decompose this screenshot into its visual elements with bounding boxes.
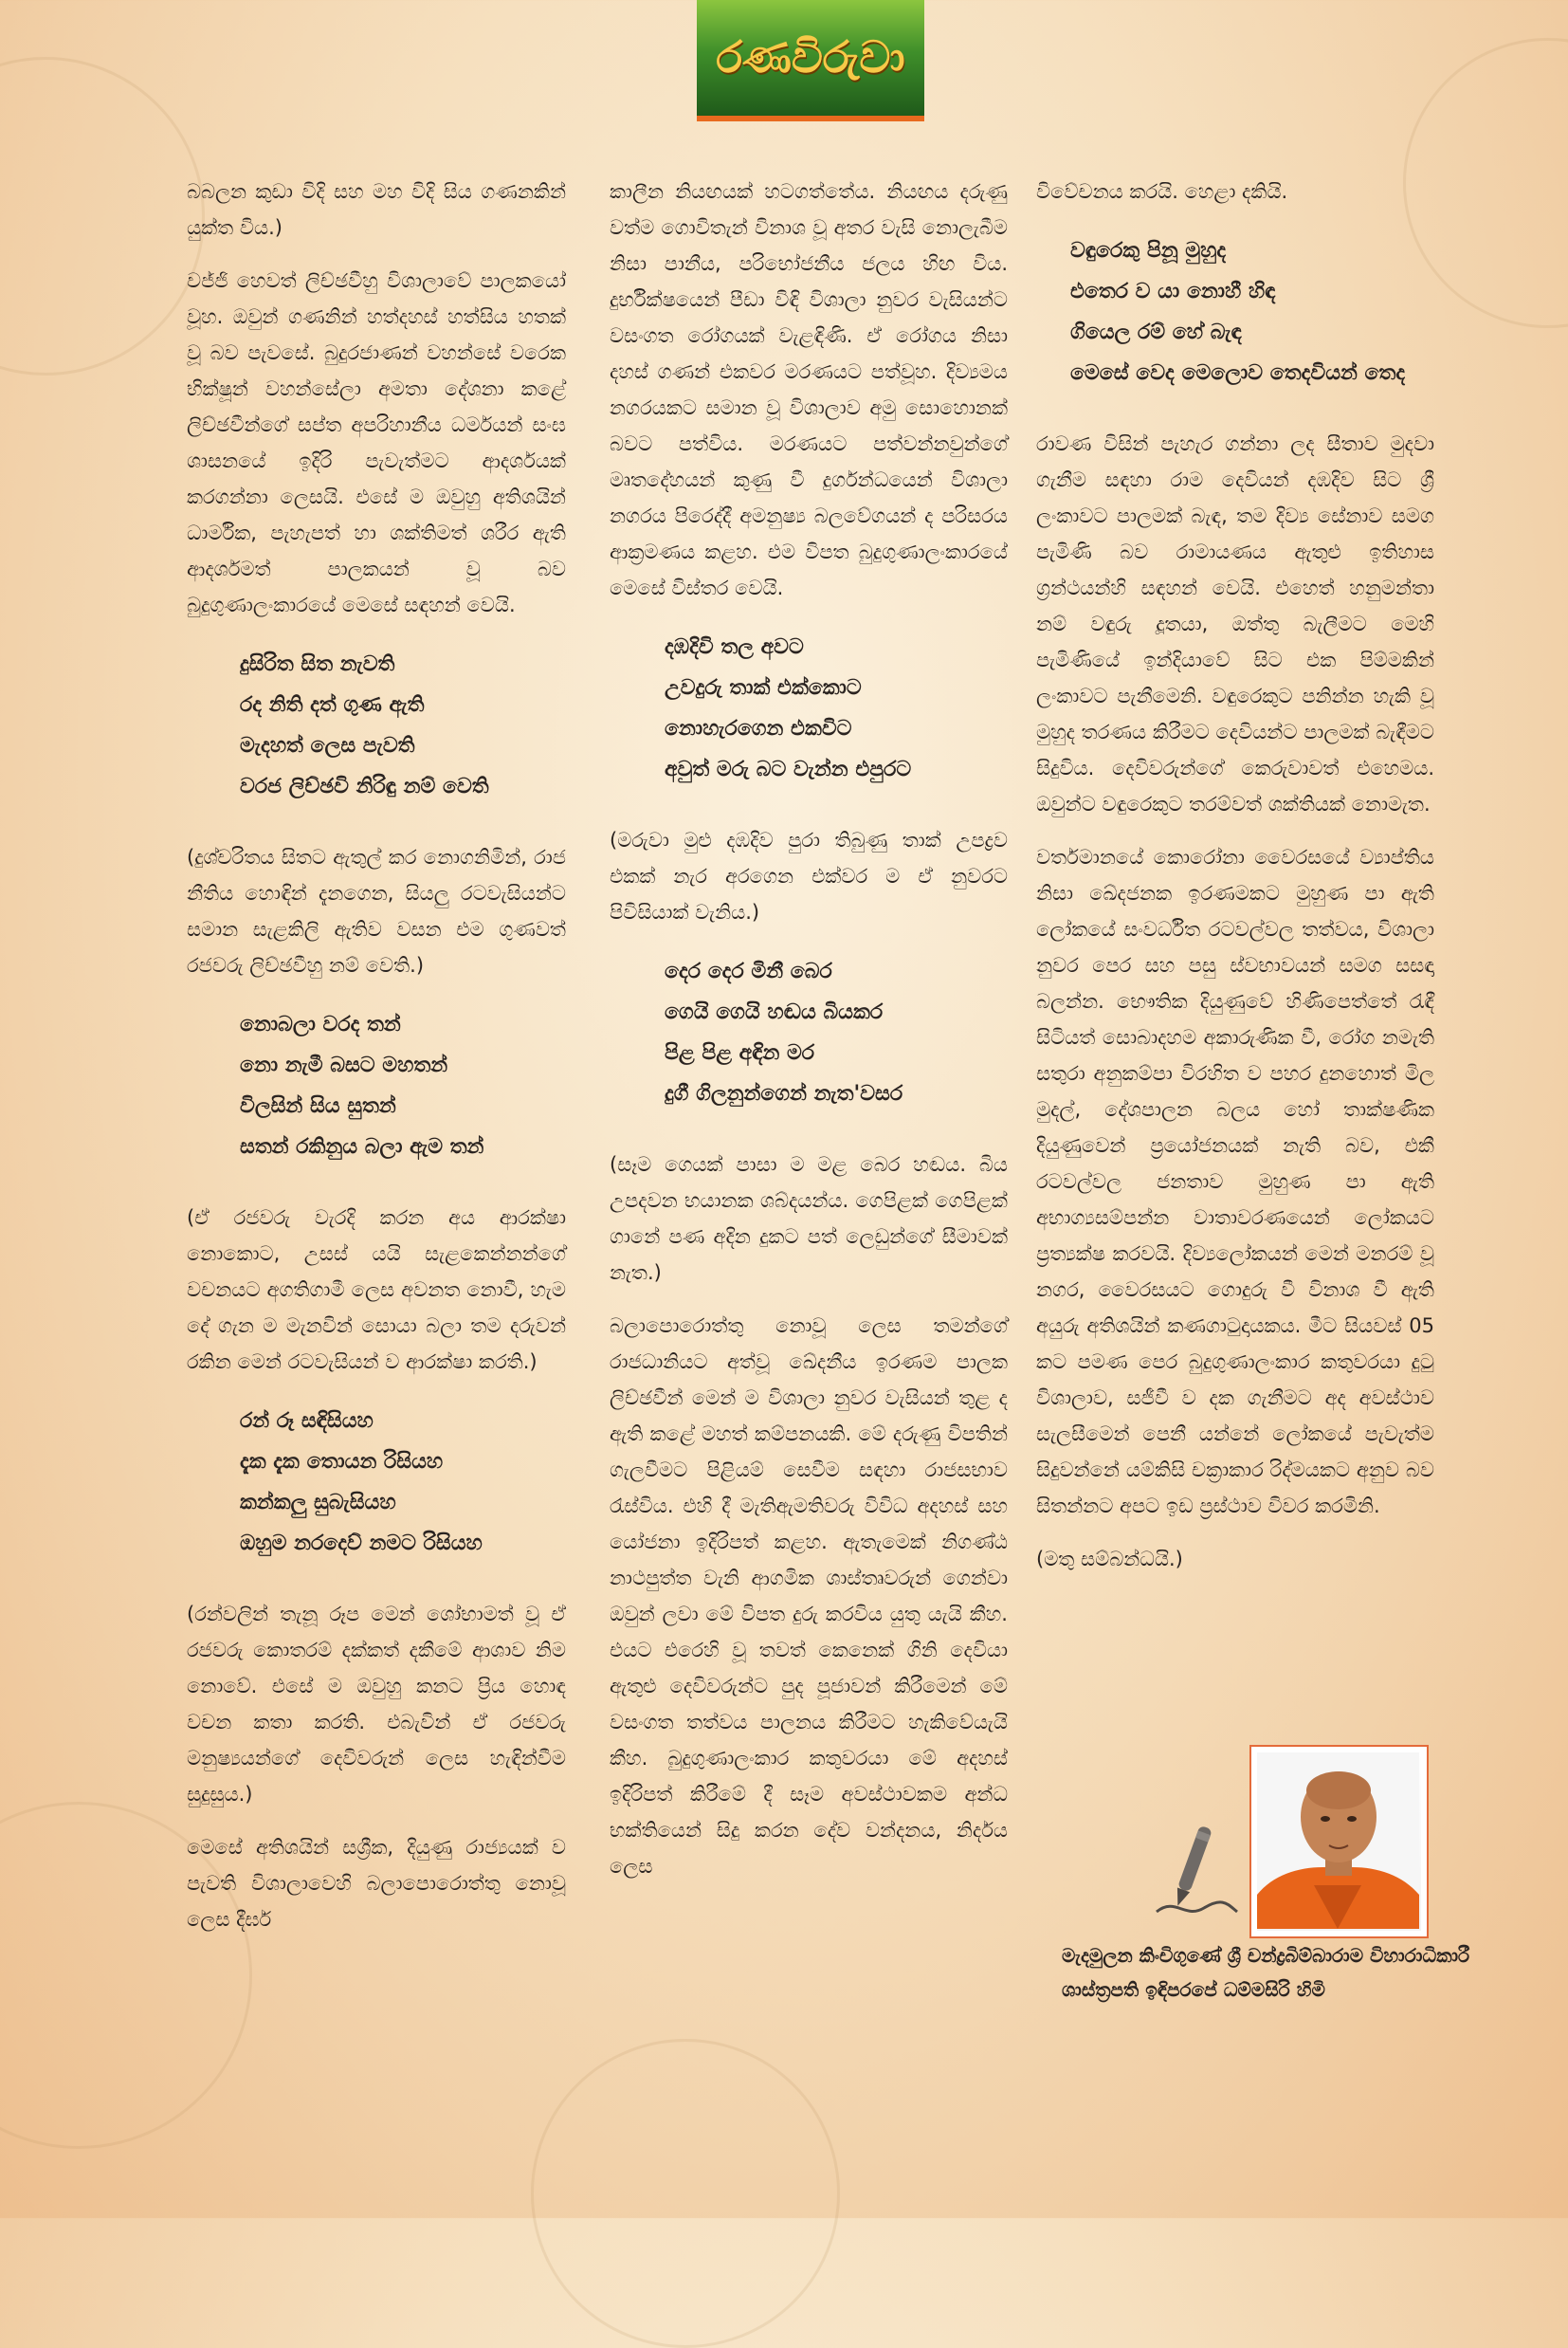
pen-icon: [1138, 1821, 1242, 1925]
verse-line: ඔහුම නරදෙව් නමට රිසියහ: [240, 1532, 483, 1555]
continued-note: (මතු සම්බන්ධයි.): [1036, 1548, 1183, 1570]
verse-line: දෙර දෙර මිනී බෙර: [665, 960, 832, 983]
verse: [1036, 230, 1434, 394]
verse-line: ගෙයි ගෙයි හඬය බියකර: [665, 1000, 884, 1024]
verse-line: උවදුරු තාක් එක්කොට: [665, 676, 862, 700]
verse-line: රද නිති දත් ගුණ ඇති: [240, 693, 425, 717]
verse-line: ගියෙල රම් හේ බැඳ: [1070, 321, 1242, 344]
avatar: [1257, 1752, 1419, 1929]
paragraph: විවේචනය කරයි. හෙළා දකියි.: [1036, 180, 1288, 203]
paragraph: කාලීන නියඟයක් හටගත්තේය. නියඟය දරුණු වත්ම ගොවිතැන් විනාශ වූ අතර වැසි නොලැබීම නිසා පානීය, පරිභෝජනීය ජලය හිඟ විය. දුර්භික්ෂයෙන් පීඩා විඳි විශාලා නුවර වැසියන්ට වසංගත රෝගයක් වැළඳිණි. ඒ රෝගය නිසා දහස් ගණන් එකවර මරණයට පත්වූහ. දිව්‍යමය නගරයකට සමාන වූ විශාලාව අමු සොහොනක් බවට පත්විය. මරණයට පත්වන්නවුන්ගේ මෘතදේහයන් කුණු වී දුර්ගන්ධයෙන් විශාලා නගරය පිරෙද්දී අමනුෂ්‍ය බලවේගයන් ද පරිසරය ආක්‍රමණය කළහ. එම විපත බුදුගුණාලංකාරයේ මෙසේ විස්තර වෙයි.: [610, 180, 1008, 599]
paragraph: (සෑම ගෙයක් පාසා ම මළ බෙර හඬය. බිය උපදවන භයානක ශබ්දයන්ය. ගෙපිළක් ගෙපිළක් ගානේ පණ අදින දුකට පත් ලෙඩුන්ගේ සීමාවක් නැත.): [610, 1153, 1008, 1284]
paragraph: බබලන කුඩා විදි සහ මහ විදි සිය ගණනකින් යුක්ත විය.): [187, 180, 566, 239]
verse-line: දුසිරිත සිත නැවති: [240, 652, 395, 676]
monk-portrait: [1257, 1752, 1421, 1931]
paragraph: වර්තමානයේ කොරෝනා වෛරසයේ ව්‍යාප්තිය නිසා ඛේදජනක ඉරණමකට මුහුණ පා ඇති ලෝකයේ සංවර්ධිත රටවල්වල තත්වය, විශාලා නුවර පෙර සහ පසු ස්වභාවයන් සමග සසඳා බලන්න. භෞතික දියුණුවේ හිණිපෙත්තේ රැඳී සිටියත් සොබාදහම අකාරුණික වී, රෝග නමැති සතුරා අනුකම්පා විරහිත ව පහර දුනහොත් මිල මුදල්, දේශපාලන බලය හෝ තාක්ෂණික දියුණුවෙන් ප්‍රයෝජනයක් නැති බව, එකී රටවල්වල ජනතාව මුහුණ පා ඇති අභාග්‍යසම්පන්න වාතාවරණයෙන් ලෝකයට ප්‍රත්‍යක්ෂ කරවයි. දිව්‍යලෝකයන් මෙන් මනරම් වූ නගර, වෛරසයට ගොදුරු වී විනාශ වී ඇති අයුරු අතිශයින් කණගාටුදායකය. මීට සියවස් 05 කට පමණ පෙර බුදුගුණාලංකාර කතුවරයා දුටු විශාලාව, සජීවී ව දක ගැනීමට අද අවස්ථාව සැලසීමෙන් පෙනී යන්නේ ලෝකයේ පැවැත්ම සිදුවන්නේ යම්කිසි චක්‍රාකාර රිද්මයකට අනුව බව සිතන්නට අපට ඉඩ ප්‍රස්ථාව විවර කරමිනි.: [1036, 846, 1434, 1517]
verse-line: කන්කලු සුබැසියහ: [240, 1491, 396, 1514]
paragraph: (මරුවා මුළු දඹදිව පුරා තිබුණු තාක් උපද්‍රව එකක් නැර අරගෙන එක්වර ම ඒ නුවරට පිවිසියාක් වැනිය.): [610, 829, 1008, 924]
verse-line: දඹදිවි තල අවට: [665, 635, 804, 659]
article-column-3: [1036, 174, 1434, 1594]
verse: [610, 951, 1008, 1114]
verse-line: රන් රූ සඳිසියහ: [240, 1409, 374, 1433]
verse-line: එතෙර ව යා නොහී හිඳ: [1070, 280, 1276, 303]
verse-line: අවුත් මරු බට වැන්න එපුරට: [665, 758, 912, 781]
article-column-1: [187, 174, 566, 1954]
background-watermark: [531, 2039, 840, 2348]
verse: [187, 1401, 566, 1564]
author-name: ශාස්ත්‍රපති ඉඳිපරපේ ධම්මසිරි හිමි: [1062, 1978, 1325, 2001]
author-byline: [1062, 1938, 1507, 2007]
paragraph: (රන්වලින් තැනූ රූප මෙන් ශෝභාමත් වූ ඒ රජවරු කොතරම් දක්කත් දකීමේ ආශාව නිම නොවේ. එසේ ම ඔවුහු කනට ප්‍රිය හොඳ වචන කතා කරති. එබැවින් ඒ රජවරු මනුෂ්‍යයන්ගේ දෙවිවරුන් ලෙස හැඳින්වීම සුදුසුය.): [187, 1603, 566, 1806]
paragraph: බලාපොරොත්තු නොවූ ලෙස තමන්ගේ රාජධානියට අත්වූ ඛේදනීය ඉරණම පාලක ලිච්ඡවීන් මෙන් ම විශාලා නුවර වැසියන් තුළ ද ඇති කළේ මහත් කම්පනයකි. මේ දරුණු විපතින් ගැලවීමට පිළියම් සෙවීම සඳහා රාජසභාව රැස්විය. එහි දී මැතිඇමතිවරු විවිධ අදහස් සහ යෝජනා ඉදිරිපත් කළහ. ඇතැමෙක් නිගණ්ඨ නාථපුත්ත වැනි ආගමික ශාස්තෘවරුන් ගෙන්වා ඔවුන් ලවා මේ විපත දුරු කරවිය යුතු යැයි කීහ. එයට එරෙහි වූ තවත් කෙනෙක් ගිනි දෙවියා ඇතුළු දෙවිවරුන්ට පුද පූජාවන් කිරීමෙන් මේ වසංගත තත්වය පාලනය කිරීමට හැකිවේයැයි කීහ. බුදුගුණාලංකාර කතුවරයා මේ අදහස් ඉදිරිපත් කිරීමේ දී සෑම අවස්ථාවකම අන්ධ භක්තියෙන් සිදු කරන දේව වන්දනය, නිර්දය ලෙස: [610, 1314, 1008, 1878]
paragraph: මෙසේ අතිශයින් සශ්‍රීක, දියුණු රාජ්‍යයක් ව පැවති විශාලාවෙහි බලාපොරොත්තු නොවූ ලෙස දීර්ඝ: [187, 1836, 566, 1931]
verse: [610, 627, 1008, 790]
author-photo: [1249, 1745, 1429, 1938]
verse-line: වඳුරෙකු පිනූ මුහුද: [1070, 239, 1227, 263]
verse-line: විලසින් සිය සුතන්: [240, 1094, 396, 1118]
verse-line: නොහැරගෙන එකවිට: [665, 717, 852, 741]
paragraph: රාවණ විසින් පැහැර ගන්නා ලද සීතාව මුදවා ගැනීම සඳහා රාම දෙවියන් දඹදිව සිට ශ්‍රී ලංකාවට පාලමක් බැඳ, තම දිව්‍ය සේනාව සමග පැමිණි බව රාමායණය ඇතුළු ඉතිහාස ග්‍රන්ථයන්හි සඳහන් වෙයි. එහෙත් හනුමන්තා නම් වඳුරු දූතයා, ඔත්තු බැලීමට මෙහි පැමිණියේ ඉන්දියාවේ සිට එක පිම්මකින් ලංකාවට පැනීමෙනි. වඳුරෙකුට පනින්න හැකි වූ මුහුද තරණය කිරීමට දෙවියන්ට පාලමක් බැඳීමට සිදුවිය. දෙවිවරුන්ගේ කෙරුවාවත් එහෙමය. ඔවුන්ට වඳුරෙකුට තරම්වත් ශක්තියක් නොමැත.: [1036, 432, 1434, 816]
verse-line: වරජ ලිච්ඡවි නිරිඳු නම් වෙති: [240, 775, 489, 798]
verse: [187, 644, 566, 807]
paragraph: වජ්ජි හෙවත් ලිච්ඡවීහු විශාලාවේ පාලකයෝ වූහ. ඔවුන් ගණනින් හත්දහස් හත්සිය හතක් වූ බව පැවසේ. බුදුරජාණන් වහන්සේ වරෙක භික්ෂූන් වහන්සේලා අමතා දේශනා කළේ ලිච්ඡවීන්ගේ සප්ත අපරිහානීය ධර්මයන් සංඝ ශාසනයේ ඉදිරි පැවැත්මට ආදර්ශයක් කරගන්නා ලෙසයි. එසේ ම ඔවුහු අතිශයින් ධාර්මික, පැහැපත් හා ශක්තිමත් ශරීර ඇති ආදර්ශමත් පාලකයන් වූ බව බුදුගුණාලංකාරයේ මෙසේ සඳහන් වෙයි.: [187, 269, 566, 616]
verse-line: නො නැමී බසට මහතන්: [240, 1054, 448, 1077]
section-title: රණවිරුවා: [716, 31, 905, 83]
paragraph: (ඒ රජවරු වැරදි කරන අය ආරක්ෂා නොකොට, උසස් යයි සැළකෙන්නන්ගේ වචනයට අගතිගාමී ලෙස අවනත නොවී, හැම දේ ගැන ම මැනවින් සොයා බලා තම දරුවන් රකින මෙන් රටවැසියන් ව ආරක්ෂා කරති.): [187, 1206, 566, 1373]
verse-line: පිළ පිළ අඳින මර: [665, 1041, 815, 1065]
verse-line: මෙසේ වෙද මෙලොව තෙදවියන් තෙද: [1070, 361, 1406, 385]
verse-line: දැක දැක තොයන රිසියහ: [240, 1450, 444, 1474]
verse-line: සතන් රකිනුය බලා ඇම තන්: [240, 1135, 484, 1159]
background-watermark: [0, 57, 205, 376]
verse-line: දුගී ගිලනුන්ගෙන් නැත'වසර: [665, 1082, 903, 1106]
author-title: මැදමුලන කිංචිගුණේ ශ්‍රී චන්ද්‍රබිම්බාරාම විහාරාධිකාරී: [1062, 1944, 1470, 1967]
verse: [187, 1004, 566, 1167]
section-masthead: [697, 0, 924, 121]
paragraph: (දුශ්චරිතය සිතට ඇතුල් කර නොගනිමින්, රාජ නීතිය හොඳින් දැනගෙන, සියලු රටවැසියන්ට සමාන සැළකිලි ඇතිව වසන එම ගුණවත් රජවරු ලිච්ඡවීහු නම් වෙති.): [187, 846, 566, 977]
article-column-2: [610, 174, 1008, 1901]
verse-line: නොබලා වරද තන්: [240, 1013, 401, 1036]
verse-line: මැදහත් ලෙස පැවති: [240, 734, 415, 758]
